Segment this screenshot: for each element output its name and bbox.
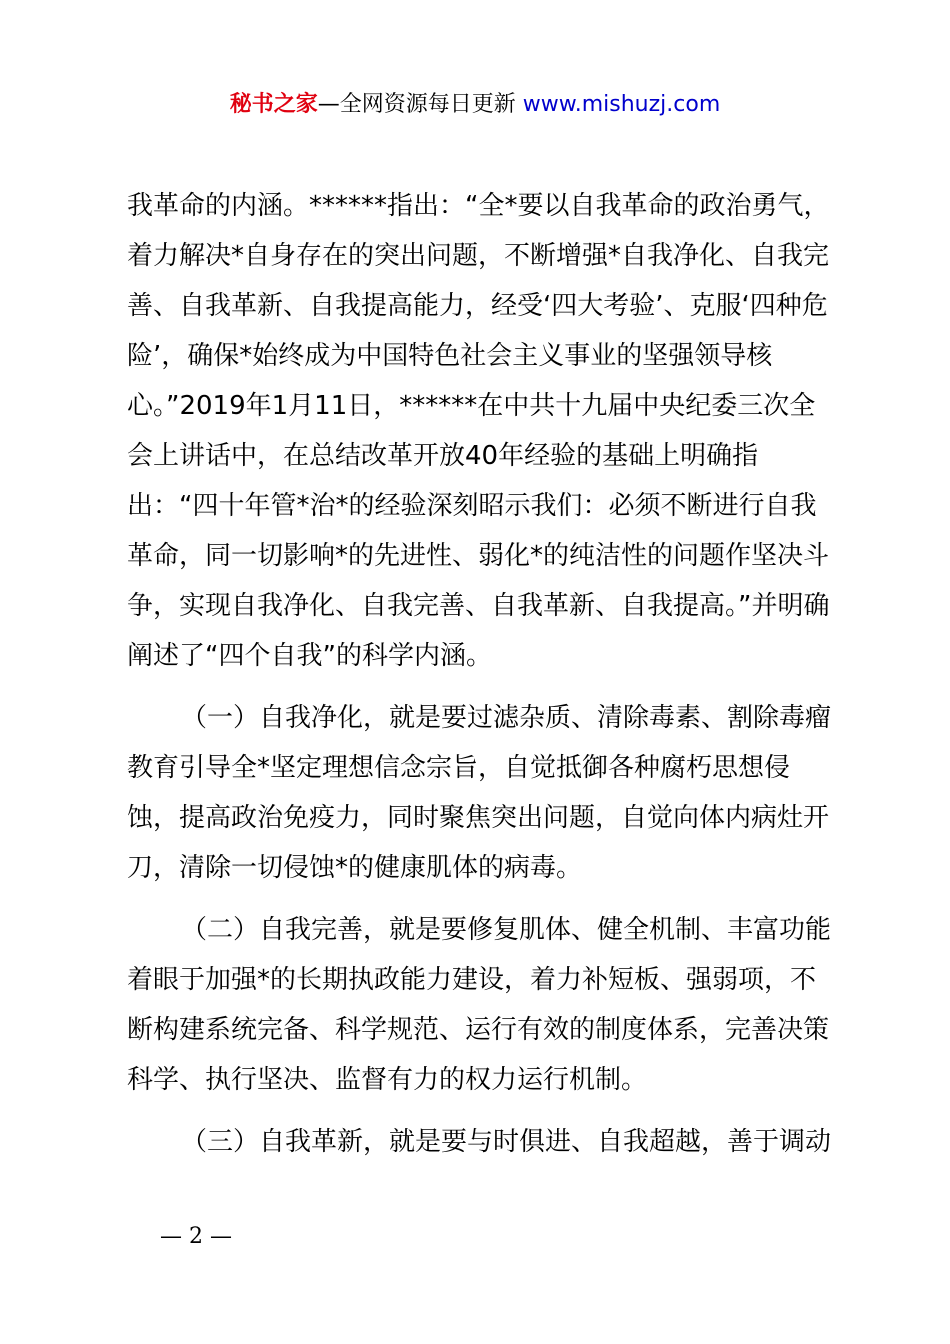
paragraph-self-improvement: （二）自我完善，就是要修复肌体、健全机制、丰富功能着眼于加强*的长期执政能力建设，着力补短板、强弱项，不断构建系统完备、科学规范、运行有效的制度体系，完善决策科学、执行坚决、监督有力的权力运行机制。 <box>127 915 832 1095</box>
paragraph-self-purification: （一）自我净化，就是要过滤杂质、清除毒素、割除毒瘤教育引导全*坚定理想信念宗旨，自觉抵御各种腐朽思想侵蚀，提高政治免疫力，同时聚焦突出问题，自觉向体内病灶开刀，清除一切侵蚀*的健康肌体的病毒。 <box>127 703 832 883</box>
banner-tagline: —全网资源每日更新 <box>317 92 523 117</box>
site-url-link[interactable]: www.mishuzj.com <box>522 92 721 117</box>
brand-name: 秘书之家 <box>229 92 318 117</box>
document-body <box>127 181 837 1167</box>
page-number: — 2 — <box>160 1224 232 1249</box>
paragraph-intro: 我革命的内涵。******指出：“全*要以自我革命的政治勇气，着力解决*自身存在的突出问题，不断增强*自我净化、自我完善、自我革新、自我提高能力，经受‘四大考验’、克服‘四种危险’，确保*始终成为中国特色社会主义事业的坚强领导核心。”2019年1月11日，******在中共十九届中央纪委三次全会上讲话中，在总结改革开放40年经验的基础上明确指出：“四十年管*治*的经验深刻昭示我们：必须不断进行自我革命，同一切影响*的先进性、弱化*的纯洁性的问题作坚决斗争，实现自我净化、自我完善、自我革新、自我提高。”并明确阐述了“四个自我”的科学内涵。 <box>127 191 830 671</box>
paragraph-self-renewal: （三）自我革新，就是要与时俱进、自我超越，善于调动 <box>181 1127 832 1157</box>
site-banner <box>0 88 950 122</box>
